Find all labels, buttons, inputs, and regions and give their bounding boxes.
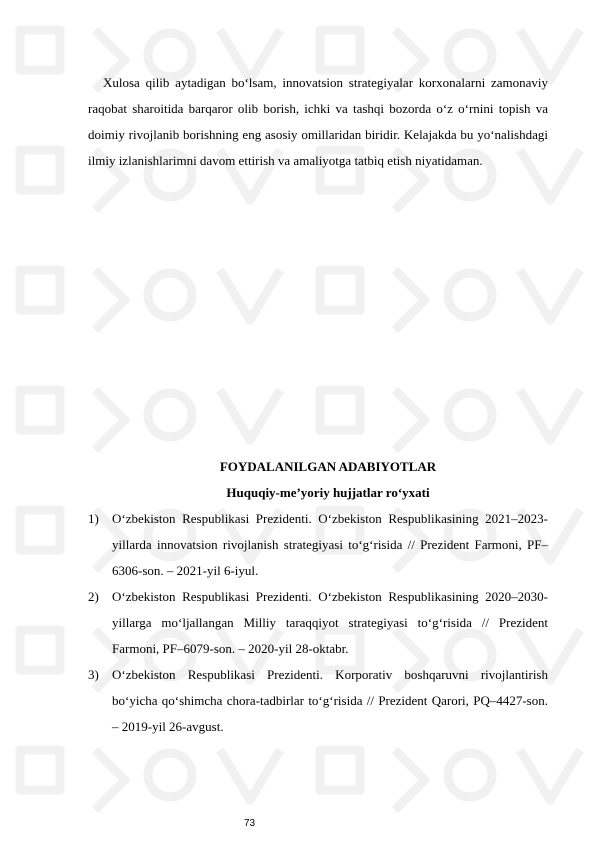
reference-item: [88, 506, 548, 584]
reference-item: [88, 662, 548, 740]
reference-number: 2): [88, 589, 99, 604]
conclusion-section: [88, 70, 548, 174]
references-subheading: Huquqiy-me’yoriy hujjatlar ro‘yxati: [226, 485, 430, 500]
reference-text: O‘zbekiston Respublikasi Prezidenti. O‘zbekiston Respublikasining 2021–2023-yillarda innovatsion rivojlanish strategiyasi to‘g‘risida // Prezident Farmoni, PF–6306-son. – 2021-yil 6-iyul.: [112, 511, 548, 578]
reference-text: O‘zbekiston Respublikasi Prezidenti. O‘zbekiston Respublikasining 2020–2030-yillarga mo‘ljallangan Milliy taraqqiyot strategiyasi to‘g‘risida // Prezident Farmoni, PF–6079-son. – 2020-yil 28-oktabr.: [112, 589, 548, 656]
references-heading: FOYDALANILGAN ADABIYOTLAR: [219, 459, 437, 474]
reference-text: O‘zbekiston Respublikasi Prezidenti. Korporativ boshqaruvni rivojlantirish bo‘yicha qo‘shimcha chora-tadbirlar to‘g‘risida // Prezident Qarori, PQ–4427-son. – 2019-yil 26-avgust.: [112, 667, 548, 734]
reference-item: [88, 584, 548, 662]
references-section: [88, 454, 548, 740]
reference-number: 1): [88, 511, 99, 526]
references-list: [88, 506, 548, 740]
reference-number: 3): [88, 667, 99, 682]
page-number: 73: [244, 818, 256, 829]
conclusion-paragraph: Xulosa qilib aytadigan bo‘lsam, innovatsion strategiyalar korxonalarni zamonaviy raqobat sharoitida barqaror olib borish, ichki va tashqi bozorda o‘z o‘rnini topish va doimiy rivojlanib borishning eng asosiy omillaridan biridir. Kelajakda bu yo‘nalishdagi ilmiy izlanishlarimni davom ettirish va amaliyotga tatbiq etish niyatidaman.: [88, 75, 548, 168]
